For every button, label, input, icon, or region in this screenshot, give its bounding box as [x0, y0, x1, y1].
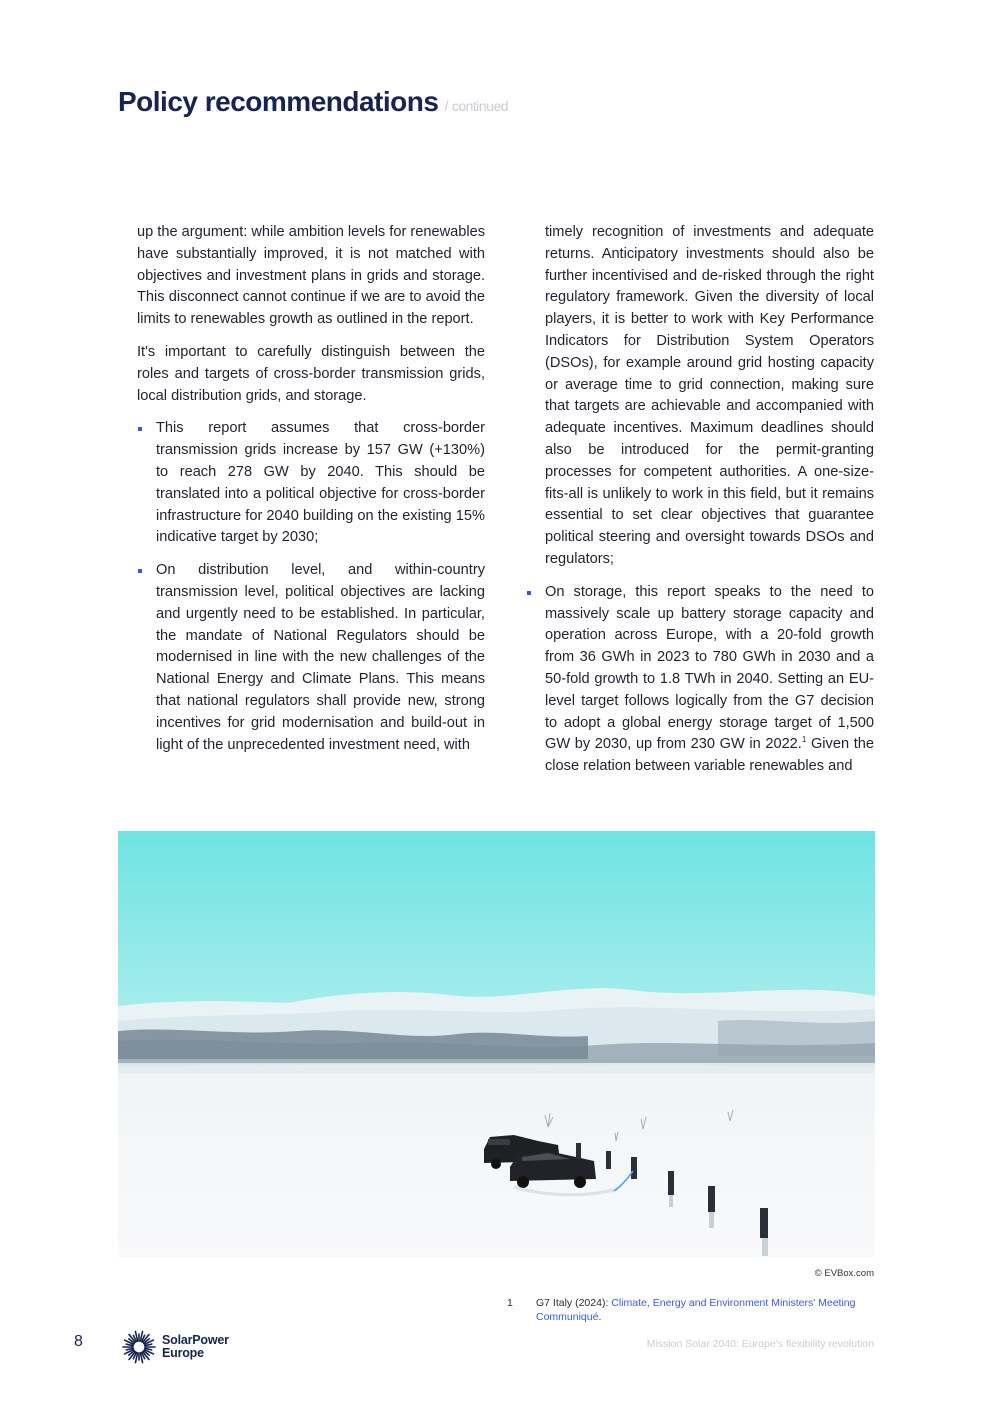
footnote-link[interactable]: Climate, Energy and Environment Ministers' Meeting Communiqué	[536, 1297, 856, 1323]
list-item-text: This report assumes that cross-border transmission grids increase by 157 GW (+130%) to reach 278 GW by 2040. This should be translated into a political objective for cross-border infrastructure for 2040 building on the existing 15% indicative target by 2030;	[156, 420, 485, 546]
logo-line-1: SolarPower	[162, 1333, 229, 1347]
sun-burst-icon	[122, 1330, 156, 1364]
bullet-square-icon	[138, 427, 142, 431]
right-column	[526, 222, 874, 789]
solarpower-europe-logo	[122, 1330, 229, 1364]
list-item-text: On distribution level, and within-country transmission level, political objectives are lacking and urgently need to be established. In particular, the mandate of National Regulators should be modernised in line with the new challenges of the National Energy and Climate Plans. This means that national regulators shall provide new, strong incentives for grid modernisation and build-out in light of the unprecedented investment need, with	[156, 562, 485, 753]
logo-wordmark	[162, 1334, 229, 1360]
footnote	[507, 1296, 875, 1324]
paragraph: up the argument: while ambition levels for renewables have substantially improved, it is not matched with objectives and investment plans in grids and storage. This disconnect cannot continue if we are to avoid the limits to renewables growth as outlined in the report.	[137, 224, 486, 328]
snow-landscape-photo	[118, 831, 875, 1257]
title-separator: /	[444, 98, 448, 114]
title-continued: continued	[451, 98, 509, 114]
photo-illustration	[118, 831, 875, 1257]
footnote-suffix: .	[598, 1311, 602, 1323]
list-item	[526, 582, 874, 778]
footnote-prefix: G7 Italy (2024):	[536, 1297, 612, 1309]
footnote-number: 1	[507, 1297, 513, 1309]
paragraph: It's important to carefully distinguish between the roles and targets of cross-border transmission grids, local distribution grids, and storage.	[137, 343, 485, 404]
page-title	[118, 86, 508, 118]
list-item-text: On storage, this report speaks to the need to massively scale up battery storage capacity and operation across Europe, with a 20-fold growth from 36 GWh in 2023 to 780 GWh in 2030 and a 50-fold growth to 1.8 TWh in 2040. Setting an EU-level target follows logically from the G7 decision to adopt a global energy storage target of 1,500 GW by 2030, up from 230 GW in 2022.	[545, 583, 874, 753]
page-title-text: Policy recommendations	[118, 86, 439, 117]
footer-document-title: Mission Solar 2040: Europe's flexibility revolution	[646, 1338, 874, 1350]
list-item-text: timely recognition of investments and adequate returns. Anticipatory investments should also be further incentivised and de-risked through the right regulatory framework. Given the diversity of local players, it is better to work with Key Performance Indicators for Distribution System Operators (DSOs), for example around grid hosting capacity or average time to grid connection, making sure that targets are achievable and accompanied with adequate incentives. Maximum deadlines should also be introduced for the permit-granting processes for competent authorities. A one-size-fits-all is unlikely to work in this field, but it remains essential to set clear objectives that guarantee political steering and oversight towards DSOs and regulators;	[545, 224, 874, 567]
bullet-square-icon	[527, 591, 531, 595]
list-item	[137, 418, 485, 549]
bullet-square-icon	[138, 569, 142, 573]
photo-credit: © EVBox.com	[814, 1268, 874, 1279]
logo-line-2: Europe	[162, 1346, 204, 1360]
page-number: 8	[74, 1333, 83, 1350]
list-item	[137, 560, 485, 756]
footnote-ref[interactable]: 1	[801, 735, 807, 745]
list-item-continued	[526, 222, 874, 571]
left-column	[137, 222, 485, 767]
list-item-text: Given the close relation between variable renewables and	[545, 736, 874, 775]
footnote-text	[536, 1296, 875, 1324]
